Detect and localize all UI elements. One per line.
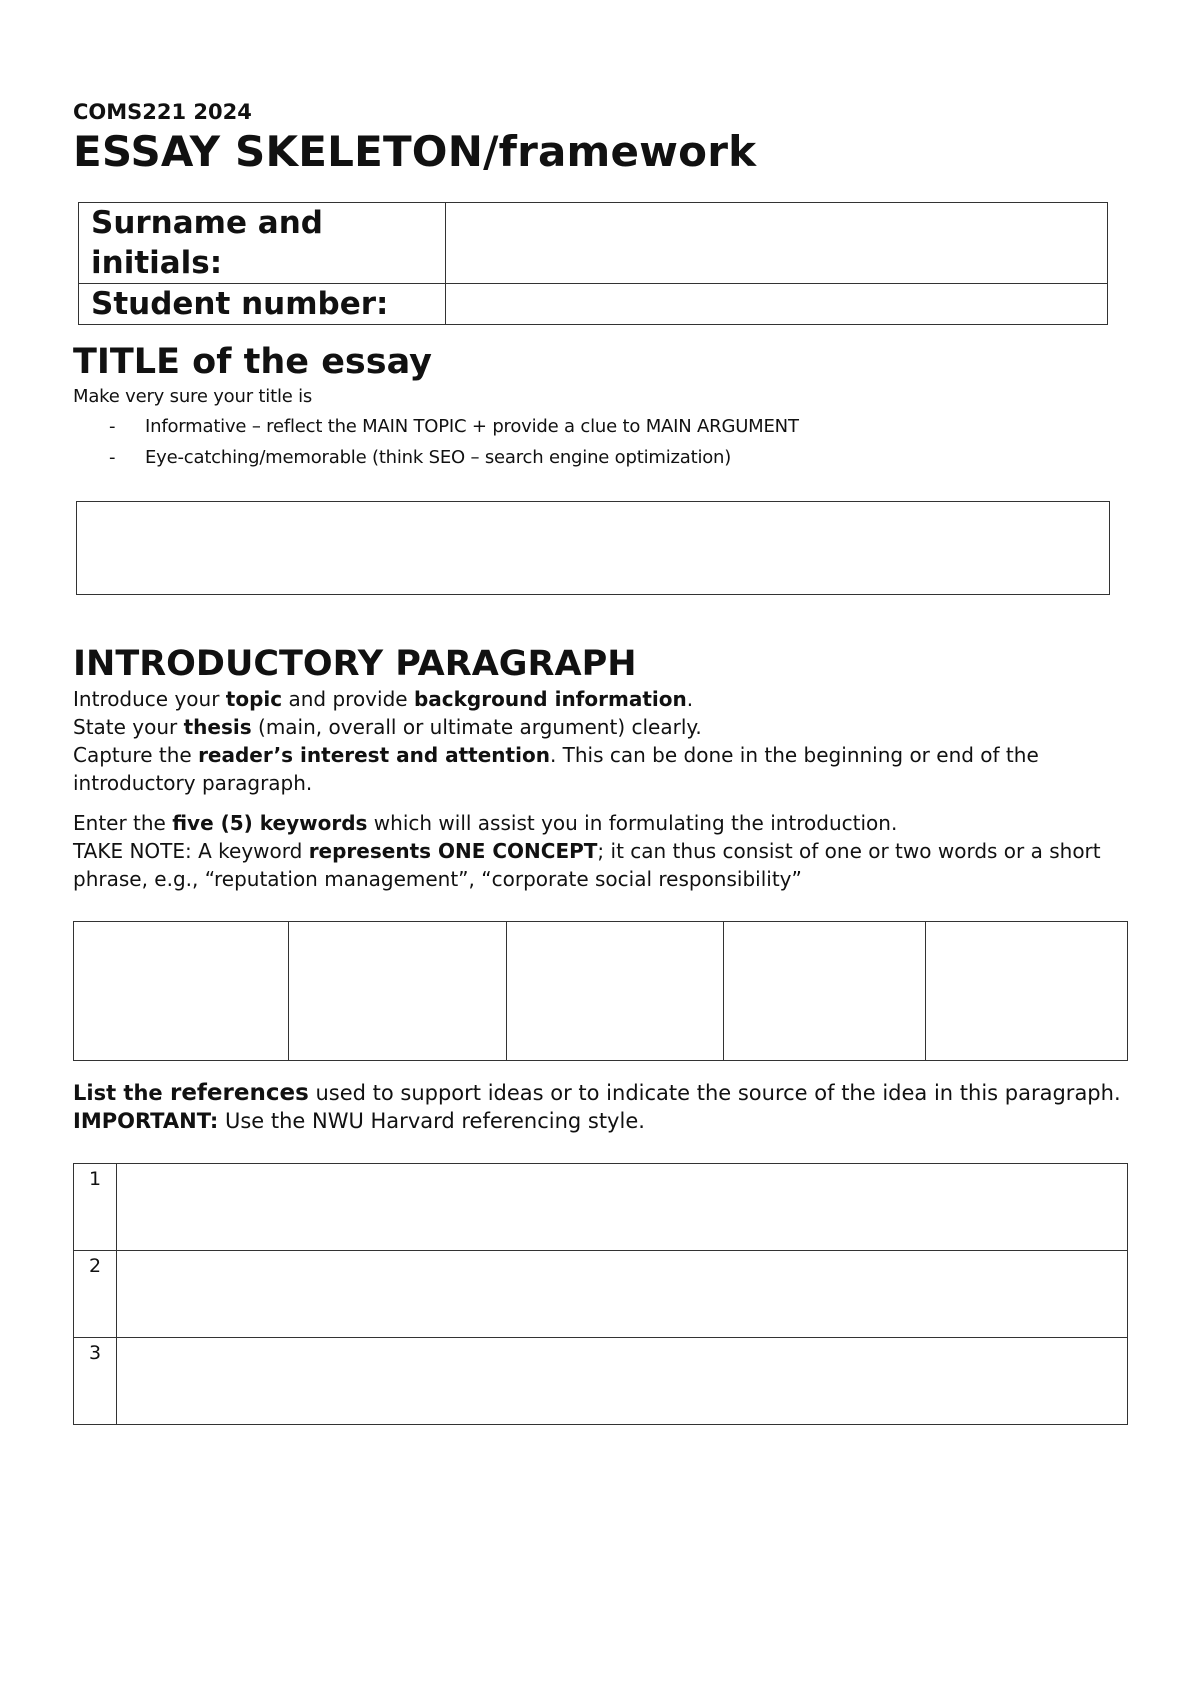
- reference-field-3[interactable]: [117, 1338, 1128, 1425]
- surname-row: [79, 203, 1108, 284]
- reference-number: 2: [74, 1251, 117, 1338]
- intro-instruction-thesis: State your thesis (main, overall or ultimate argument) clearly.: [73, 715, 702, 739]
- keywords-row: [74, 922, 1128, 1061]
- keyword-field-2[interactable]: [289, 922, 506, 1061]
- reference-field-2[interactable]: [117, 1251, 1128, 1338]
- references-instruction: List the references used to support ideas or to indicate the source of the idea in this paragraph.: [73, 1080, 1121, 1106]
- document-title: ESSAY SKELETON/framework: [73, 127, 757, 176]
- keyword-field-5[interactable]: [925, 922, 1127, 1061]
- keyword-field-1[interactable]: [74, 922, 289, 1061]
- table-row: [74, 1164, 1128, 1251]
- student-number-row: [79, 284, 1108, 325]
- keywords-instruction: Enter the five (5) keywords which will assist you in formulating the introduction.: [73, 811, 898, 835]
- keyword-field-3[interactable]: [506, 922, 723, 1061]
- surname-field[interactable]: [446, 203, 1108, 284]
- list-item: [109, 411, 1133, 442]
- intro-instruction-topic: Introduce your topic and provide background information.: [73, 687, 694, 711]
- dash-bullet: -: [109, 447, 116, 468]
- table-row: [74, 1338, 1128, 1425]
- list-item: [109, 442, 1133, 473]
- reference-number: 3: [74, 1338, 117, 1425]
- criterion-eye-catching: Eye-catching/memorable (think SEO – search engine optimization): [145, 447, 732, 468]
- keywords-note: TAKE NOTE: A keyword represents ONE CONCEPT; it can thus consist of one or two words or a short phrase, e.g., “reputation management”, “corporate social responsibility”: [73, 839, 1101, 891]
- references-table: [73, 1163, 1128, 1425]
- intro-instruction-interest: Capture the reader’s interest and attention. This can be done in the beginning or end of the introductory paragraph.: [73, 743, 1039, 795]
- essay-title-field[interactable]: [76, 501, 1110, 595]
- title-criteria-list: [73, 411, 1133, 473]
- referencing-style-note: IMPORTANT: Use the NWU Harvard referencing style.: [73, 1109, 645, 1133]
- table-row: [74, 1251, 1128, 1338]
- document-page: [73, 100, 1133, 1425]
- student-info-table: [78, 202, 1108, 325]
- surname-label: Surname and initials:: [79, 203, 446, 284]
- title-section-heading: TITLE of the essay: [73, 342, 432, 382]
- student-number-label: Student number:: [79, 284, 446, 325]
- reference-number: 1: [74, 1164, 117, 1251]
- keyword-field-4[interactable]: [724, 922, 925, 1061]
- student-number-field[interactable]: [446, 284, 1108, 325]
- reference-field-1[interactable]: [117, 1164, 1128, 1251]
- keywords-table: [73, 921, 1128, 1061]
- intro-section-heading: INTRODUCTORY PARAGRAPH: [73, 644, 637, 684]
- title-instructions: Make very sure your title is: [73, 386, 313, 407]
- dash-bullet: -: [109, 416, 116, 437]
- course-code: COMS221 2024: [73, 100, 252, 124]
- criterion-informative: Informative – reflect the MAIN TOPIC + provide a clue to MAIN ARGUMENT: [145, 416, 799, 437]
